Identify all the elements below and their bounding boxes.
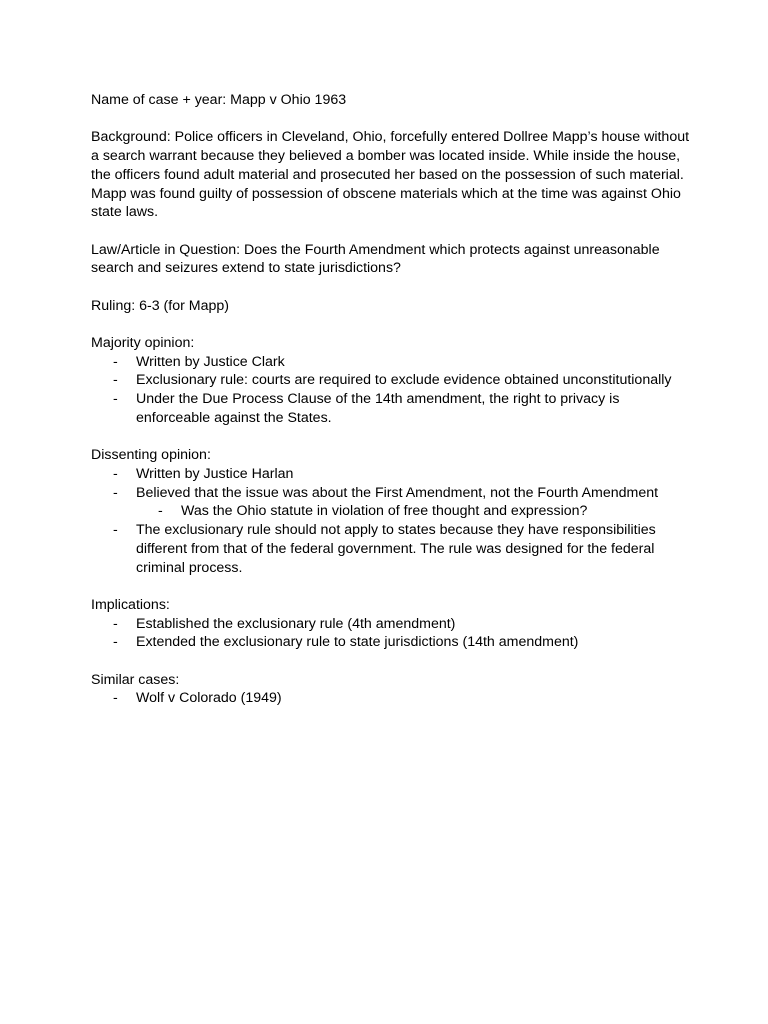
list-item-text: Believed that the issue was about the First Amendment, not the Fourth Amendment bbox=[136, 484, 659, 501]
bullet-dash: - bbox=[113, 391, 118, 408]
background-paragraph: Background: Police officers in Cleveland, Ohio, forcefully entered Dollree Mapp’s house without a search warrant because they believed a bomber was located inside. While inside the house, the officers found adult material and prosecuted her based on the possession of such material. Mapp was found guilty of possession of obscene materials which at the time was against Ohio state laws. bbox=[91, 129, 690, 221]
ruling-line: Ruling: 6-3 (for Mapp) bbox=[91, 297, 229, 314]
similar-cases-list bbox=[91, 689, 691, 708]
list-item-text: Established the exclusionary rule (4th amendment) bbox=[136, 615, 456, 632]
list-item-text: Written by Justice Harlan bbox=[136, 465, 294, 482]
sub-list-item-text: Was the Ohio statute in violation of free thought and expression? bbox=[181, 503, 588, 520]
majority-section bbox=[91, 334, 691, 428]
bullet-dash: - bbox=[113, 615, 118, 632]
bullet-dash: - bbox=[113, 634, 118, 651]
implications-heading: Implications: bbox=[91, 596, 170, 613]
bullet-dash: - bbox=[113, 690, 118, 707]
list-item bbox=[91, 521, 691, 577]
bullet-dash: - bbox=[158, 503, 163, 520]
list-item-text: Wolf v Colorado (1949) bbox=[136, 690, 282, 707]
bullet-dash: - bbox=[113, 465, 118, 482]
list-item-text: Extended the exclusionary rule to state jurisdictions (14th amendment) bbox=[136, 634, 579, 651]
bullet-dash: - bbox=[113, 484, 118, 501]
list-item bbox=[91, 465, 691, 484]
list-item-text: Under the Due Process Clause of the 14th amendment, the right to privacy is enforceable against the States. bbox=[136, 391, 620, 426]
bullet-dash: - bbox=[113, 353, 118, 370]
list-item bbox=[91, 353, 691, 372]
implications-section bbox=[91, 596, 691, 652]
dissent-section bbox=[91, 446, 691, 577]
dissent-sub-list bbox=[136, 502, 691, 521]
list-item-text: The exclusionary rule should not apply to states because they have responsibilities different from that of the federal government. The rule was designed for the federal criminal process. bbox=[136, 522, 656, 576]
list-item bbox=[91, 689, 691, 708]
dissent-list bbox=[91, 465, 691, 577]
law-question-paragraph: Law/Article in Question: Does the Fourth Amendment which protects against unreasonable search and seizures extend to state jurisdictions? bbox=[91, 241, 660, 277]
implications-list bbox=[91, 615, 691, 652]
list-item bbox=[91, 615, 691, 634]
document-page bbox=[91, 91, 691, 708]
list-item bbox=[91, 390, 691, 427]
list-item bbox=[91, 633, 691, 652]
sub-list-item bbox=[91, 502, 691, 521]
list-item bbox=[91, 371, 691, 390]
majority-list bbox=[91, 353, 691, 428]
similar-cases-heading: Similar cases: bbox=[91, 671, 180, 688]
similar-cases-section bbox=[91, 671, 691, 708]
bullet-dash: - bbox=[113, 372, 118, 389]
case-title: Name of case + year: Mapp v Ohio 1963 bbox=[91, 92, 347, 108]
list-item-text: Written by Justice Clark bbox=[136, 353, 285, 370]
bullet-dash: - bbox=[113, 522, 118, 539]
dissent-heading: Dissenting opinion: bbox=[91, 447, 211, 464]
majority-heading: Majority opinion: bbox=[91, 335, 195, 352]
list-item-text: Exclusionary rule: courts are required to exclude evidence obtained unconstitutionally bbox=[136, 372, 672, 389]
list-item bbox=[91, 484, 691, 521]
